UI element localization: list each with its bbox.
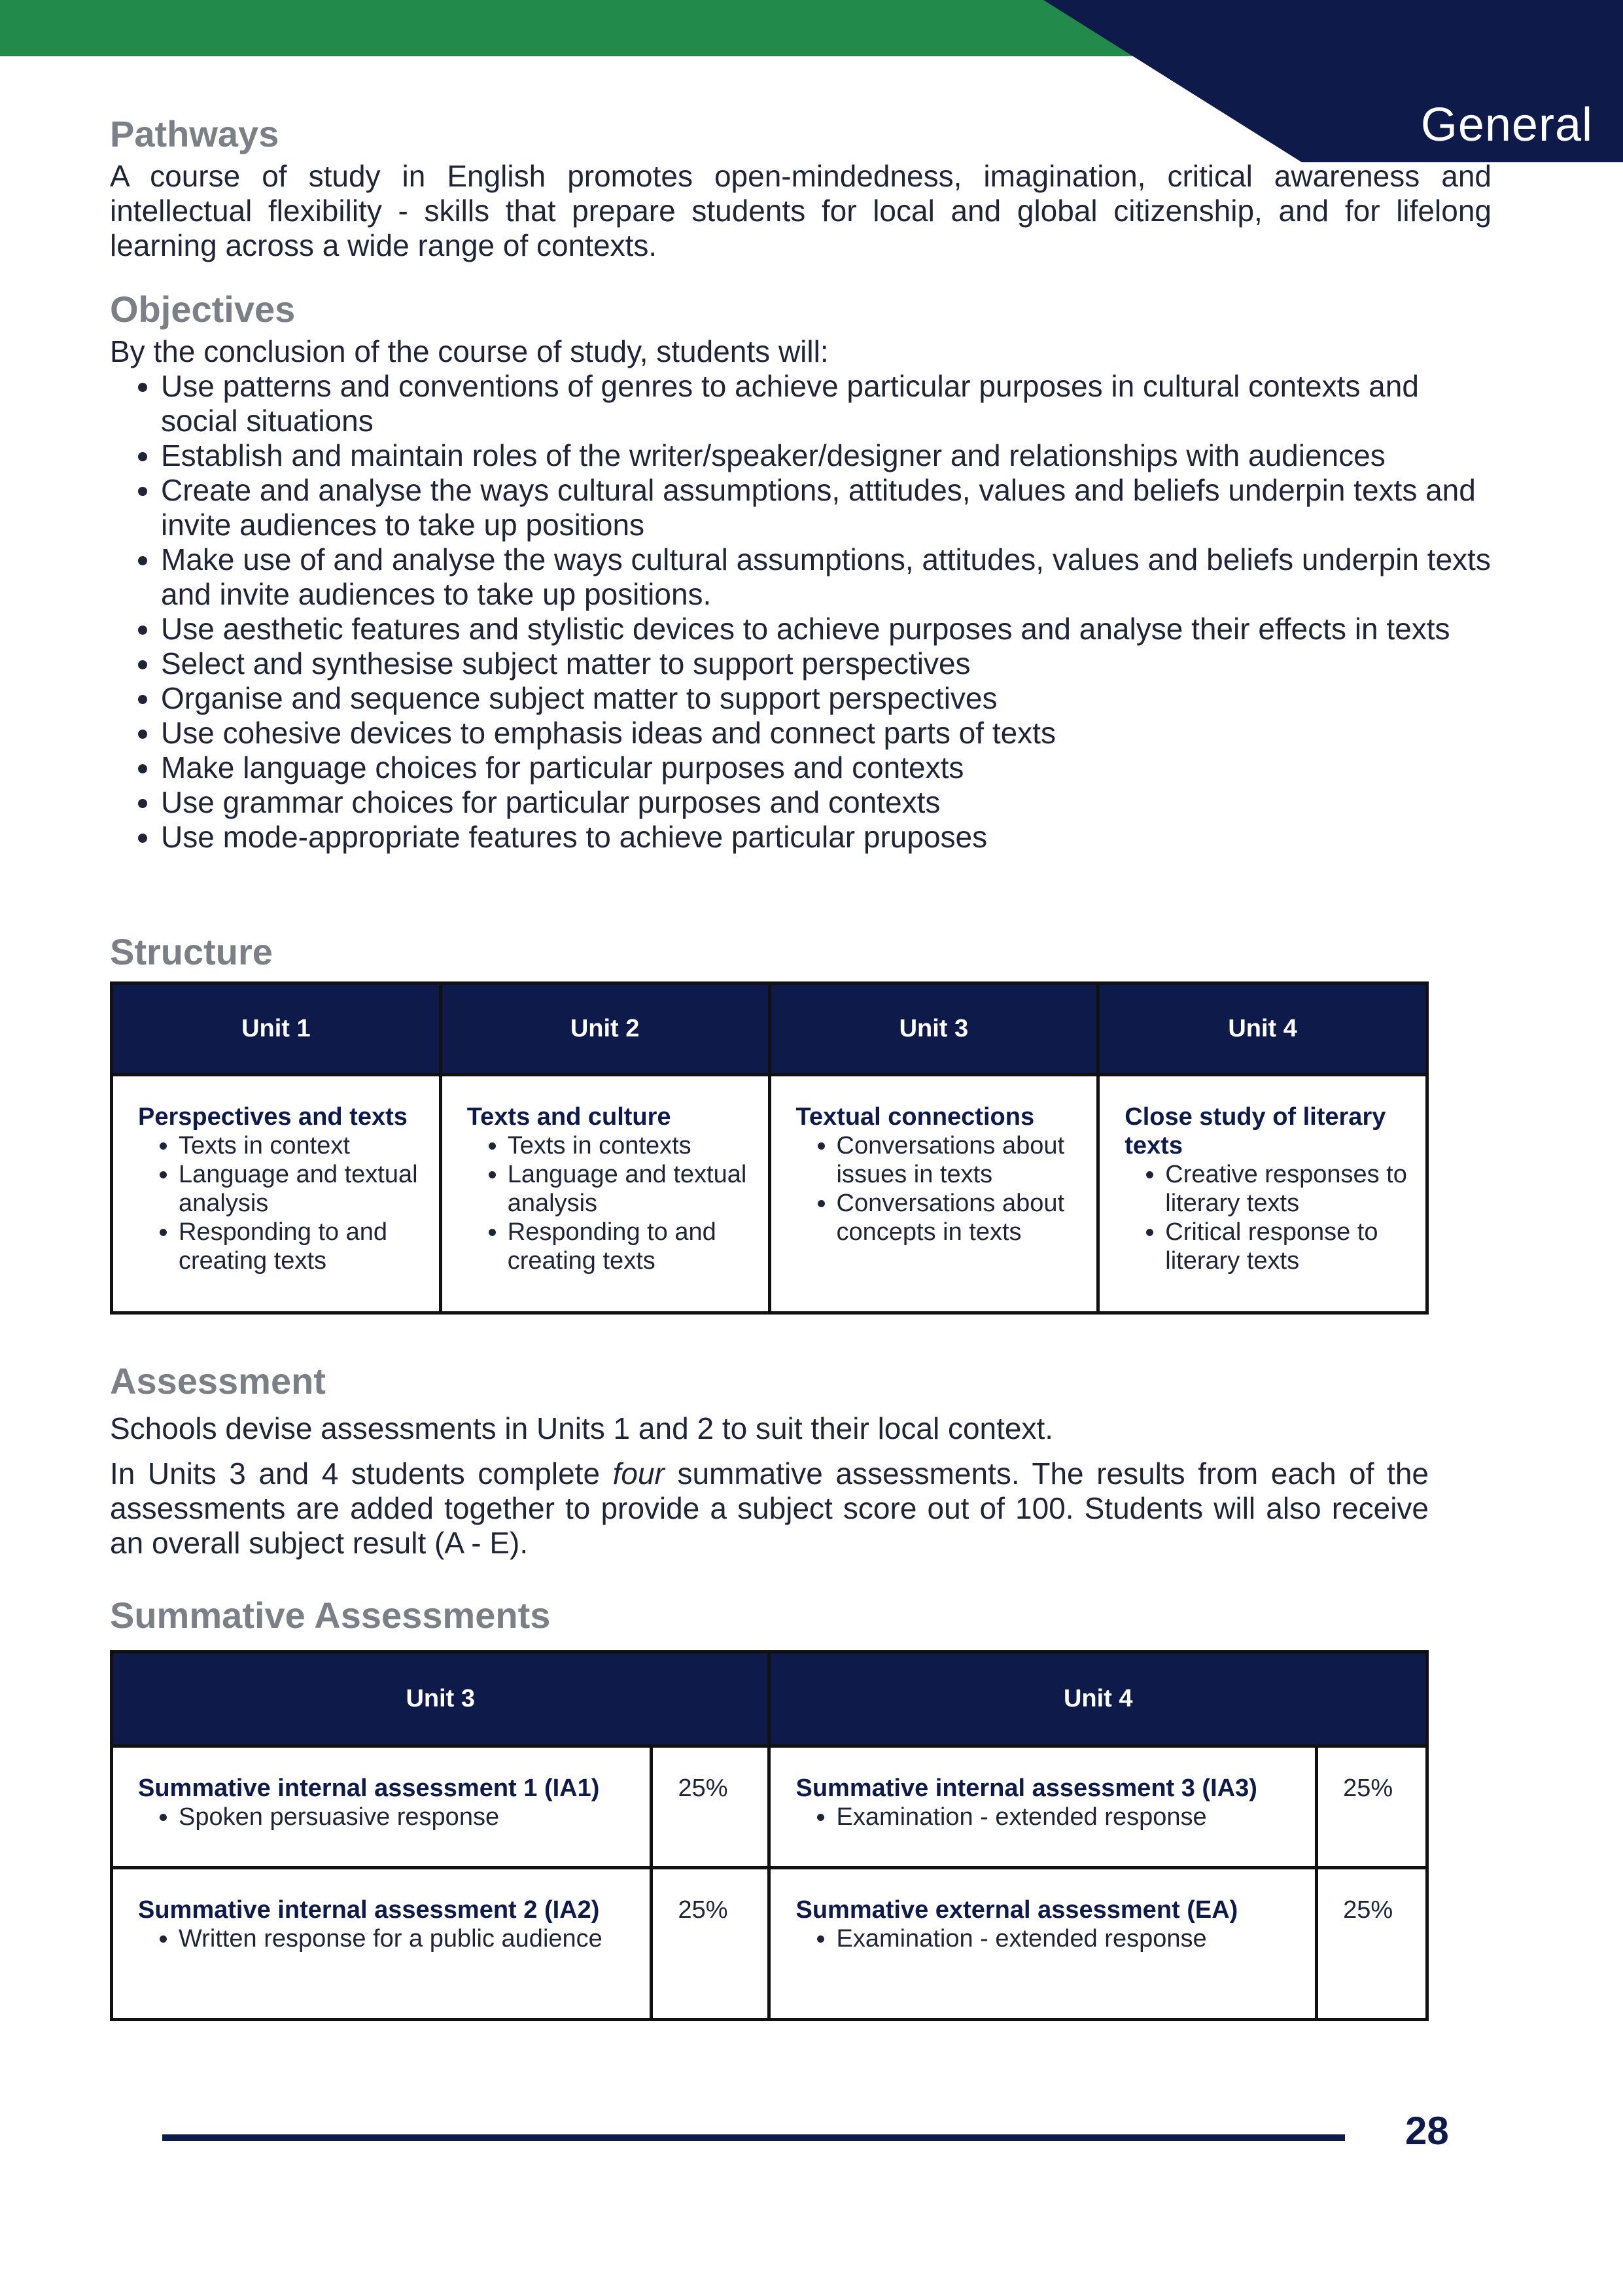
summative-table <box>110 1650 1429 2021</box>
assessment-para-1: Schools devise assessments in Units 1 and 2 to suit their local context. <box>110 1411 1054 1445</box>
ea-cell <box>769 1868 1317 2020</box>
list-item: • Use patterns and conventions of genres to achieve particular purposes in cultural contexts and social situations <box>161 369 1492 438</box>
footer-rule <box>162 2134 1345 2141</box>
assessment-para-2-emphasis: four <box>612 1457 665 1491</box>
ia2-list <box>138 1924 637 1953</box>
unit-3-list <box>796 1131 1084 1246</box>
ia2-weight: 25% <box>652 1868 769 2020</box>
objectives-intro: By the conclusion of the course of study, students will: <box>110 334 829 368</box>
unit-1-header: Unit 1 <box>112 983 441 1075</box>
ia1-title: Summative internal assessment 1 (IA1) <box>138 1775 600 1802</box>
assessment-para-2 <box>110 1457 1429 1561</box>
unit-1-title: Perspectives and texts <box>138 1103 408 1131</box>
list-item: • Conversations about concepts in texts <box>837 1189 1084 1246</box>
objectives-heading: Objectives <box>110 289 296 330</box>
unit-2-list <box>467 1131 755 1275</box>
ia3-list <box>795 1803 1302 1831</box>
list-item: • Written response for a public audience <box>179 1924 637 1953</box>
summative-unit-4-header: Unit 4 <box>769 1652 1427 1746</box>
structure-heading: Structure <box>110 931 273 972</box>
list-item: • Use cohesive devices to emphasis ideas and connect parts of texts <box>161 716 1492 751</box>
list-item: • Language and textual analysis <box>179 1160 426 1218</box>
unit-1-cell <box>112 1075 441 1313</box>
list-item: • Organise and sequence subject matter to support perspectives <box>161 681 1492 716</box>
ia1-cell <box>112 1746 652 1868</box>
list-item: • Create and analyse the ways cultural assumptions, attitudes, values and beliefs underpin texts and invite audiences to take up positions <box>161 473 1492 542</box>
list-item: • Spoken persuasive response <box>179 1803 637 1831</box>
unit-4-title: Close study of literary texts <box>1125 1103 1386 1159</box>
ia1-list <box>138 1803 637 1831</box>
assessment-section <box>110 1360 1429 1561</box>
list-item: • Make language choices for particular purposes and contexts <box>161 751 1492 785</box>
unit-1-list <box>138 1131 426 1275</box>
page-number: 28 <box>1405 2109 1449 2153</box>
list-item: • Make use of and analyse the ways cultural assumptions, attitudes, values and beliefs underpin texts and invite audiences to take up positions. <box>161 542 1492 612</box>
list-item: • Select and synthesise subject matter to support perspectives <box>161 646 1492 681</box>
ea-list <box>795 1924 1302 1953</box>
objectives-section <box>110 288 1492 855</box>
list-item: • Critical response to literary texts <box>1165 1218 1412 1275</box>
list-item: • Use aesthetic features and stylistic devices to achieve purposes and analyse their effects in texts <box>161 612 1492 646</box>
ia3-title: Summative internal assessment 3 (IA3) <box>795 1775 1257 1802</box>
list-item: • Examination - extended response <box>836 1803 1302 1831</box>
list-item: • Conversations about issues in texts <box>837 1131 1084 1189</box>
summative-unit-3-header: Unit 3 <box>112 1652 769 1746</box>
ea-weight: 25% <box>1317 1868 1427 2020</box>
category-label: General <box>1420 99 1593 151</box>
unit-2-title: Texts and culture <box>466 1103 671 1131</box>
unit-3-cell <box>769 1075 1098 1313</box>
assessment-para-2-end: summative assessments. The results from each of the assessments are added together to provide a subject score out of 100. Students will also receive an overall subject result (A - E). <box>110 1457 1429 1560</box>
unit-4-cell <box>1098 1075 1427 1313</box>
assessment-para-2-start: In Units 3 and 4 students complete <box>110 1457 613 1491</box>
assessment-heading: Assessment <box>110 1360 326 1402</box>
list-item: • Establish and maintain roles of the writer/speaker/designer and relationships with audiences <box>161 438 1492 473</box>
list-item: • Use grammar choices for particular purposes and contexts <box>161 785 1492 820</box>
list-item: • Examination - extended response <box>836 1924 1302 1953</box>
list-item: • Responding to and creating texts <box>508 1218 755 1275</box>
list-item: • Texts in contexts <box>508 1131 755 1160</box>
list-item: • Use mode-appropriate features to achieve particular pruposes <box>161 820 1492 855</box>
summative-heading: Summative Assessments <box>110 1595 551 1636</box>
unit-3-header: Unit 3 <box>769 983 1098 1075</box>
ia2-cell <box>112 1868 652 2020</box>
ia3-cell <box>769 1746 1317 1868</box>
ea-title: Summative external assessment (EA) <box>795 1896 1238 1924</box>
unit-4-header: Unit 4 <box>1098 983 1427 1075</box>
structure-section <box>110 930 1492 973</box>
ia1-weight: 25% <box>652 1746 769 1868</box>
unit-2-cell <box>440 1075 769 1313</box>
list-item: • Language and textual analysis <box>508 1160 755 1218</box>
ia2-title: Summative internal assessment 2 (IA2) <box>138 1896 600 1924</box>
structure-table <box>110 981 1429 1315</box>
list-item: • Texts in context <box>179 1131 426 1160</box>
unit-3-title: Textual connections <box>795 1103 1035 1131</box>
objectives-list <box>110 369 1492 855</box>
pathways-text: A course of study in English promotes open-mindedness, imagination, critical awareness and intellectual flexibility - skills that prepare students for local and global citizenship, and for lifelong learning across a wide range of contexts. <box>110 159 1492 262</box>
pathways-heading: Pathways <box>110 113 279 154</box>
list-item: • Creative responses to literary texts <box>1165 1160 1412 1218</box>
list-item: • Responding to and creating texts <box>179 1218 426 1275</box>
summative-section <box>110 1594 1492 1636</box>
unit-4-list <box>1125 1160 1412 1275</box>
unit-2-header: Unit 2 <box>440 983 769 1075</box>
ia3-weight: 25% <box>1317 1746 1427 1868</box>
pathways-section <box>110 113 1492 263</box>
